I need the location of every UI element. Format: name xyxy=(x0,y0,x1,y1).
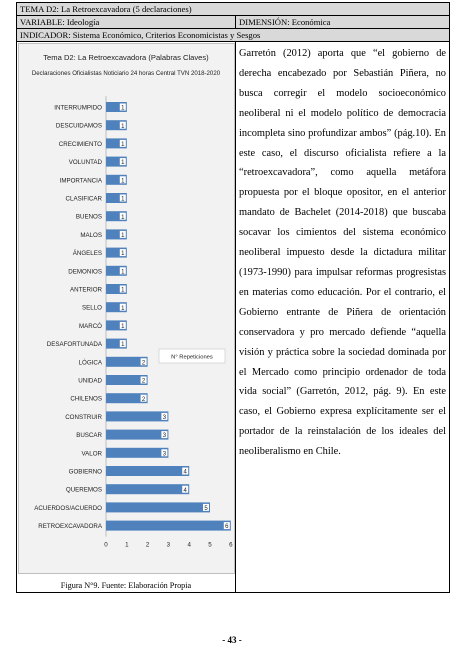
legend-label: N° Repeticiones xyxy=(171,354,213,361)
data-label: 1 xyxy=(121,105,125,112)
document-table xyxy=(16,2,450,593)
variable-label: VARIABLE: Ideología xyxy=(17,16,236,28)
dimension-label: DIMENSIÓN: Económica xyxy=(239,17,331,27)
bar xyxy=(106,466,189,476)
chart-cell xyxy=(17,42,236,592)
bar-chart-svg xyxy=(19,44,234,573)
data-label: 1 xyxy=(121,233,125,239)
data-label: 1 xyxy=(121,342,125,349)
category-label: SELLO xyxy=(82,304,102,312)
bar-chart xyxy=(18,43,235,574)
category-label: ACUERDOS/ACUERDO xyxy=(34,504,102,512)
indicador-row xyxy=(17,29,449,42)
category-label: VOLUNTAD xyxy=(68,159,102,167)
category-label: MARCÓ xyxy=(78,322,102,330)
data-label: 1 xyxy=(121,214,125,221)
data-label: 2 xyxy=(141,378,146,385)
category-label: IMPORTANCIA xyxy=(59,177,102,185)
bar xyxy=(106,411,168,421)
category-label: LÓGICA xyxy=(78,359,102,367)
indicador-label: INDICADOR: Sistema Económico, Criterios Economicistas y Sesgos xyxy=(20,30,261,40)
data-label: 3 xyxy=(162,451,167,458)
data-label: 1 xyxy=(121,287,125,294)
category-label: MALOS xyxy=(80,231,102,239)
figure-caption: Figura N°9. Fuente: Elaboración Propia xyxy=(60,581,192,590)
data-label: 1 xyxy=(121,305,125,312)
x-tick-label: 6 xyxy=(229,541,233,549)
x-tick-label: 4 xyxy=(187,541,191,549)
data-label: 4 xyxy=(183,487,187,494)
category-label: DESAFORTUNADA xyxy=(46,341,102,349)
category-label: DESCUIDAMOS xyxy=(55,122,102,130)
data-label: 1 xyxy=(121,142,125,148)
bar xyxy=(106,430,168,440)
tema-label: TEMA D2: La Retroexcavadora (5 declaraciones) xyxy=(20,4,192,14)
x-tick-label: 5 xyxy=(208,541,212,549)
x-tick-label: 3 xyxy=(166,541,171,549)
category-label: BUENOS xyxy=(75,213,102,221)
text-cell xyxy=(236,42,449,592)
x-tick-label: 0 xyxy=(104,541,108,549)
data-label: 1 xyxy=(121,178,125,185)
category-label: INTERRUMPIDO xyxy=(54,104,102,112)
content-row xyxy=(17,42,449,592)
x-tick-label: 1 xyxy=(125,541,129,549)
bar xyxy=(106,484,189,494)
data-label: 2 xyxy=(141,396,146,403)
category-label: CONSTRUIR xyxy=(65,413,102,421)
x-tick-label: 2 xyxy=(145,541,150,549)
category-label: CHILENOS xyxy=(70,395,102,403)
bar xyxy=(106,521,231,531)
data-label: 1 xyxy=(121,123,125,130)
category-label: BUSCAR xyxy=(76,432,102,440)
category-label: ÁNGELES xyxy=(72,250,102,258)
data-label: 5 xyxy=(204,506,208,512)
chart-title: Tema D2: La Retroexcavadora (Palabras Claves) xyxy=(43,53,209,62)
data-label: 1 xyxy=(121,196,125,203)
data-label: 3 xyxy=(162,433,167,440)
data-label: 6 xyxy=(225,524,229,531)
data-label: 1 xyxy=(121,160,125,167)
body-paragraph: Garretón (2012) aporta que “el gobierno de derecha encabezado por Sebastián Piñera, no busca corregir el modelo socioeconómico neoliberal ni el modelo político de democracia incompleta sino profundizar ambos” (pág.10). En este caso, el discurso oficialista refiere a la “retroexcavadora”, como aquella metáfora propuesta por el bloque opositor, en el anterior mandato de Bachelet (2014-2018) que buscaba socavar los cimientos del sistema económico neoliberal impuesto desde la dictadura militar (1973-1990) para impulsar reformas progresistas en materias como educación. Por el contrario, el Gobierno entrante de Piñera de orientación conservadora y pro mercado defiende “aquella visión y práctica sobre la sociedad dominada por el Mercado como principio ordenador de toda vida social” (Garretón, 2012, pág. 9). En este caso, el Gobierno expresa explícitamente ser el portador de la reinstalación de los ideales del neoliberalismo en Chile. xyxy=(239,48,446,458)
category-label: QUEREMOS xyxy=(65,486,102,494)
variable-row xyxy=(17,16,449,29)
tema-row xyxy=(17,3,449,16)
bar xyxy=(106,502,210,512)
data-label: 1 xyxy=(121,251,125,258)
data-label: 4 xyxy=(183,469,187,476)
category-label: DEMONIOS xyxy=(68,268,102,276)
category-label: GOBIERNO xyxy=(68,468,102,476)
category-label: UNIDAD xyxy=(78,377,102,385)
category-label: CRECIMIENTO xyxy=(58,140,102,148)
data-label: 3 xyxy=(162,415,167,421)
data-label: 1 xyxy=(121,324,125,330)
category-label: RETROEXCAVADORA xyxy=(38,523,102,531)
chart-subtitle: Declaraciones Oficialistas Noticiario 24 horas Central TVN 2018-2020 xyxy=(31,70,221,77)
category-label: CLASIFICAR xyxy=(65,195,102,203)
bar xyxy=(106,448,168,458)
data-label: 2 xyxy=(141,360,146,367)
data-label: 1 xyxy=(121,269,125,276)
page-number: - 43 - xyxy=(222,635,242,645)
category-label: ANTERIOR xyxy=(70,286,102,294)
category-label: VALOR xyxy=(81,450,102,458)
